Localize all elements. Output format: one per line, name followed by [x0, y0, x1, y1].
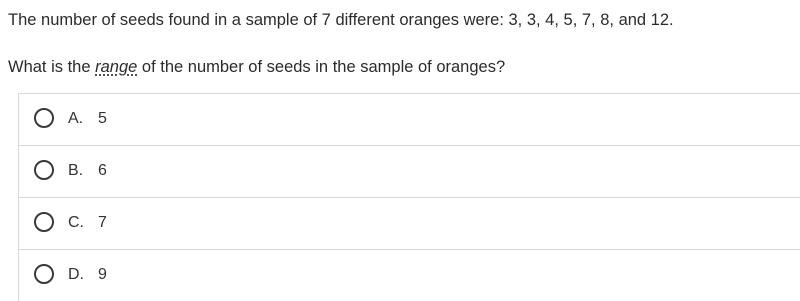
choice-letter: A.	[68, 110, 84, 127]
choice-value: 5	[98, 110, 107, 127]
question-prompt	[8, 56, 505, 78]
choice-c[interactable]	[18, 197, 800, 249]
question-stem: The number of seeds found in a sample of 7 different oranges were: 3, 3, 4, 5, 7, 8, and 12.	[8, 11, 674, 29]
choice-letter: C.	[68, 214, 84, 231]
choice-value: 7	[98, 214, 107, 231]
choice-letter: B.	[68, 162, 84, 179]
radio-circle-icon[interactable]	[34, 212, 54, 232]
choice-value: 6	[98, 162, 107, 179]
choice-b[interactable]	[18, 145, 800, 197]
choice-letter: D.	[68, 266, 84, 283]
question-prompt-start: What is the	[8, 58, 96, 76]
radio-circle-icon[interactable]	[34, 108, 54, 128]
range-term[interactable]: range	[95, 58, 138, 76]
question-prompt-end: of the number of seeds in the sample of oranges?	[137, 58, 506, 76]
choice-d[interactable]	[18, 249, 800, 301]
answer-choices	[18, 93, 800, 301]
choice-value: 9	[98, 266, 107, 283]
radio-circle-icon[interactable]	[34, 160, 54, 180]
choice-a[interactable]	[18, 93, 800, 145]
radio-circle-icon[interactable]	[34, 264, 54, 284]
